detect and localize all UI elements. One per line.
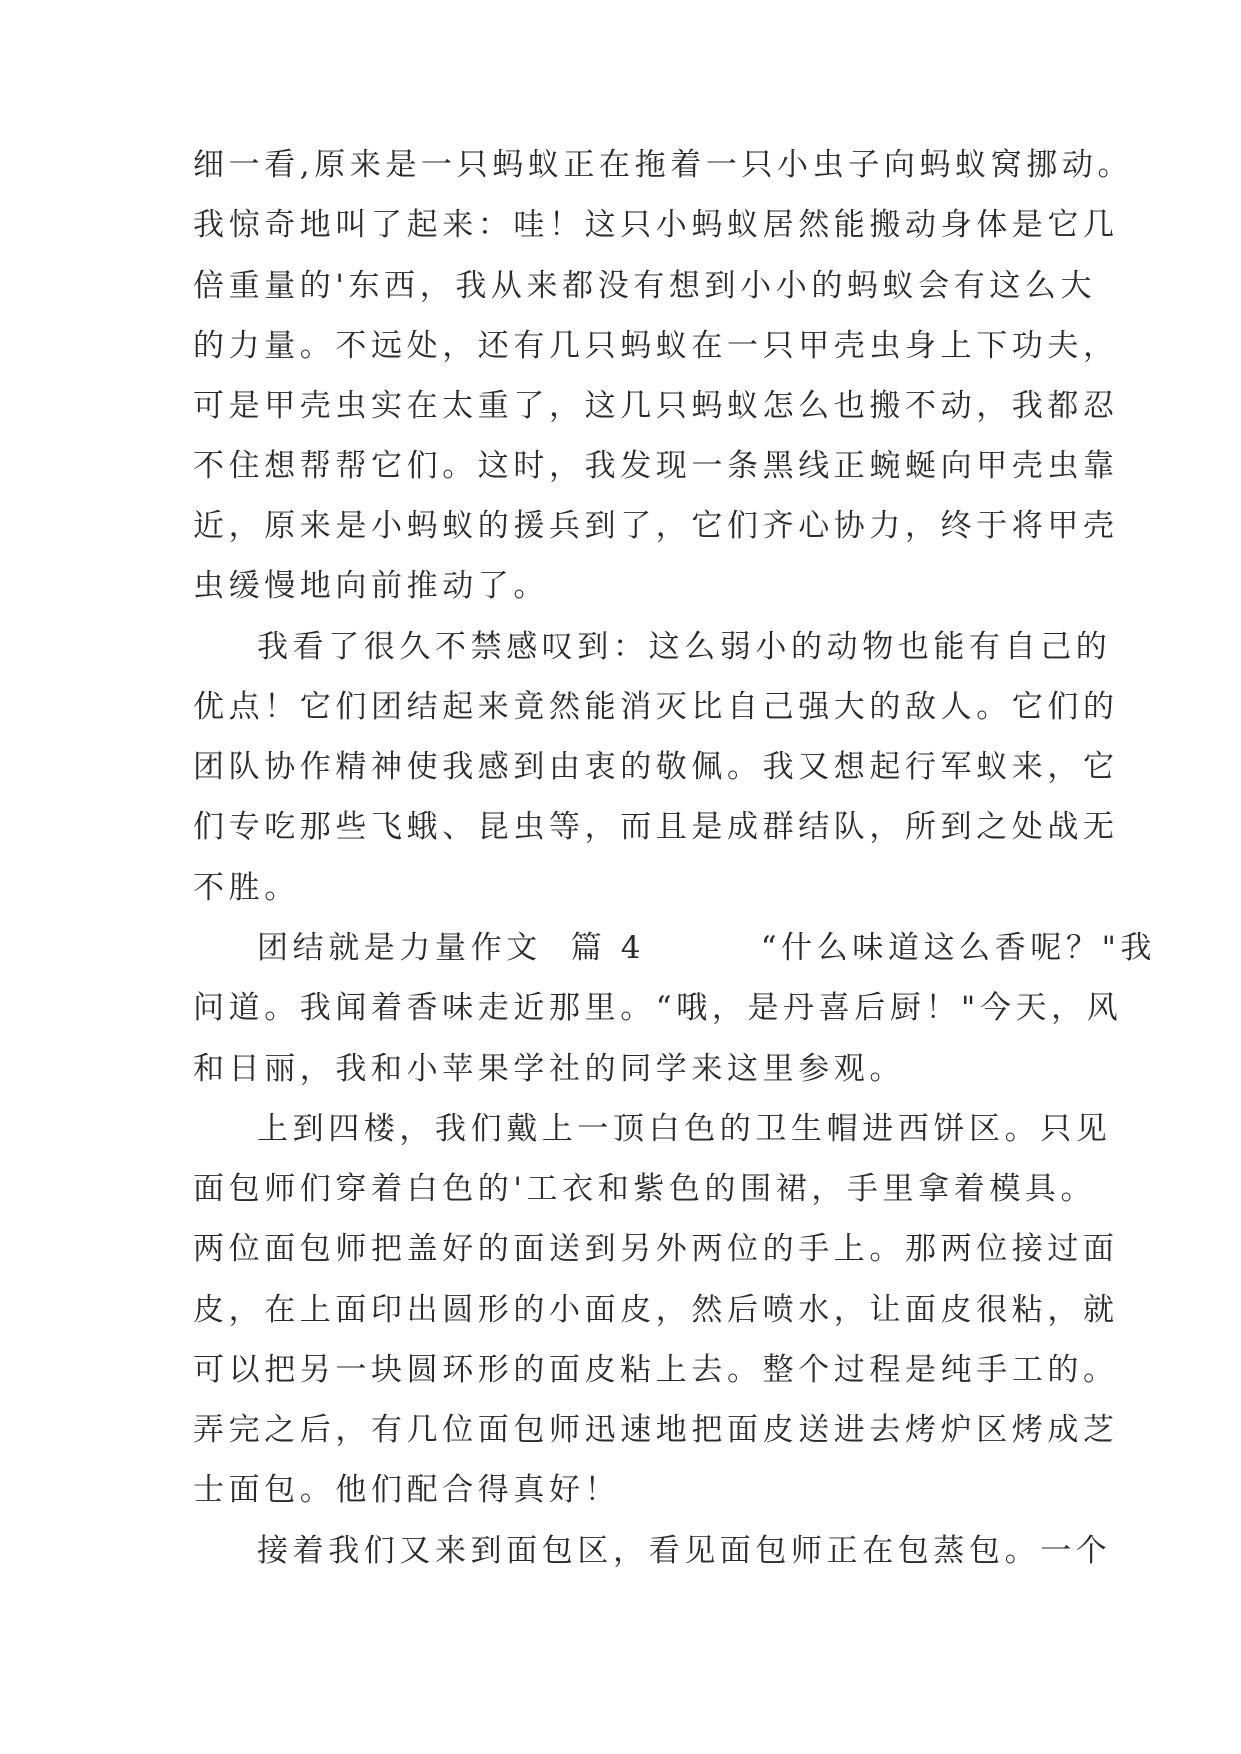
paragraph-first-line: 接着我们又来到面包区，看见面包师正在包蒸包。一个 bbox=[257, 1533, 1112, 1569]
paragraph-first-line: 上到四楼，我们戴上一顶白色的卫生帽进西饼区。只见 bbox=[257, 1111, 1112, 1147]
text-line: 不住想帮帮它们。这时，我发现一条黑线正蜿蜒向甲壳虫靠 bbox=[193, 448, 1119, 484]
text-line: 两位面包师把盖好的面送到另外两位的手上。那两位接过面 bbox=[193, 1231, 1119, 1267]
text-line: 问道。我闻着香味走近那里。“哦，是丹喜后厨！"今天，风 bbox=[193, 990, 1123, 1026]
text-line: 细一看,原来是一只蚂蚁正在拖着一只小虫子向蚂蚁窝挪动。 bbox=[193, 147, 1134, 183]
text-line: 虫缓慢地向前推动了。 bbox=[193, 568, 549, 604]
text-line: 士面包。他们配合得真好！ bbox=[193, 1472, 621, 1508]
text-line: 皮，在上面印出圆形的小面皮，然后喷水，让面皮很粘，就 bbox=[193, 1292, 1119, 1328]
text-line: 和日丽，我和小苹果学社的同学来这里参观。 bbox=[193, 1051, 905, 1087]
section-heading-line: 团结就是力量作文 篇 4 “什么味道这么香呢？"我 bbox=[257, 930, 1157, 966]
text-line: 弄完之后，有几位面包师迅速地把面皮送进去烤炉区烤成芝 bbox=[193, 1412, 1119, 1448]
text-line: 优点！它们团结起来竟然能消灭比自己强大的敌人。它们的 bbox=[193, 689, 1119, 725]
text-line: 我惊奇地叫了起来：哇！这只小蚂蚁居然能搬动身体是它几 bbox=[193, 207, 1119, 243]
paragraph-first-line: 我看了很久不禁感叹到：这么弱小的动物也能有自己的 bbox=[257, 629, 1112, 665]
text-line: 面包师们穿着白色的'工衣和紫色的围裙，手里拿着模具。 bbox=[193, 1171, 1097, 1207]
text-line: 的力量。不远处，还有几只蚂蚁在一只甲壳虫身上下功夫， bbox=[193, 328, 1119, 364]
text-line: 近，原来是小蚂蚁的援兵到了，它们齐心协力，终于将甲壳 bbox=[193, 508, 1119, 544]
text-line: 们专吃那些飞蛾、昆虫等，而且是成群结队，所到之处战无 bbox=[193, 809, 1119, 845]
text-line: 可以把另一块圆环形的面皮粘上去。整个过程是纯手工的。 bbox=[193, 1352, 1119, 1388]
text-line: 不胜。 bbox=[193, 870, 300, 906]
text-line: 可是甲壳虫实在太重了，这几只蚂蚁怎么也搬不动，我都忍 bbox=[193, 388, 1119, 424]
text-line: 倍重量的'东西，我从来都没有想到小小的蚂蚁会有这么大 bbox=[193, 268, 1097, 304]
text-line: 团队协作精神使我感到由衷的敬佩。我又想起行军蚁来，它 bbox=[193, 749, 1119, 785]
